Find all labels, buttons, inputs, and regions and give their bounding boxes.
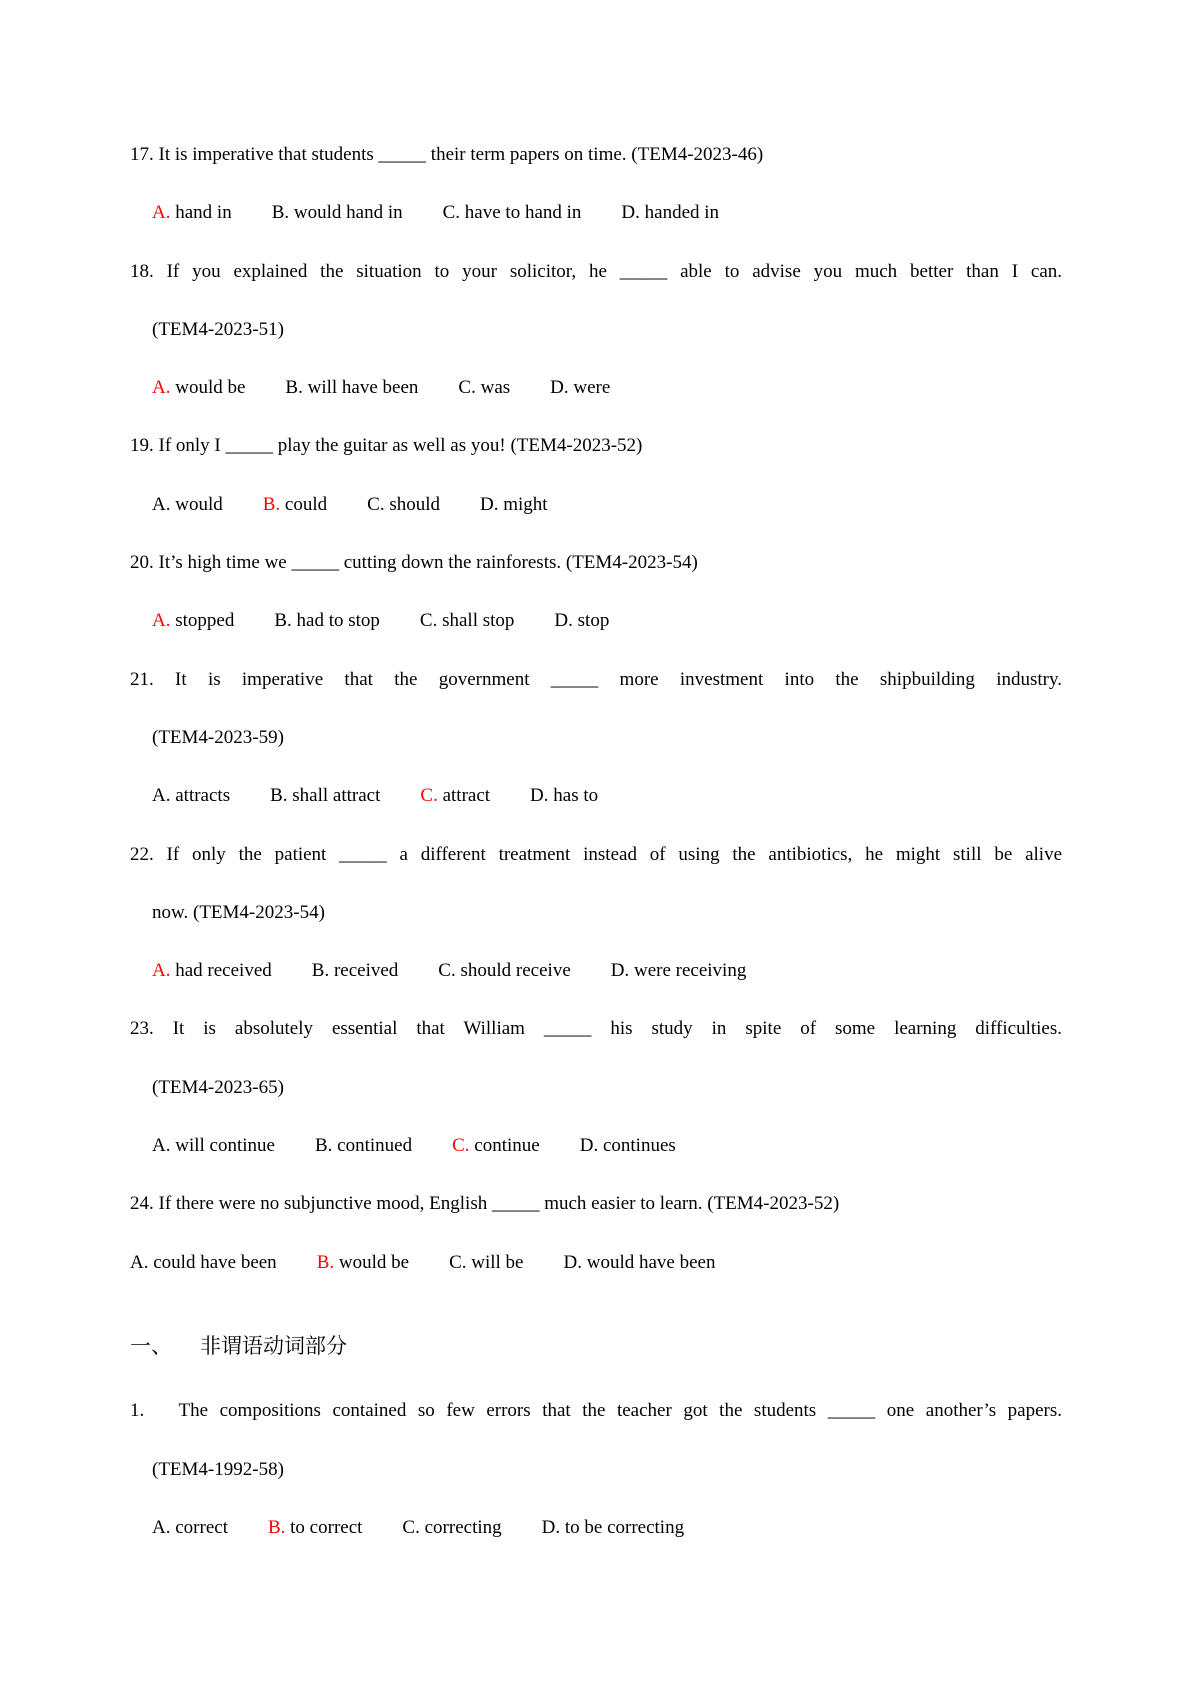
option-c — [438, 960, 570, 981]
option-text: stop — [577, 610, 610, 632]
option-a — [152, 1517, 228, 1538]
options-row — [130, 1234, 1062, 1292]
option-text: were receiving — [633, 960, 747, 982]
question-24 — [130, 1175, 1062, 1292]
option-label: B. — [274, 610, 292, 632]
answer-option-label: B. — [267, 1516, 286, 1538]
option-a — [152, 960, 272, 981]
option-text: will be — [471, 1251, 524, 1273]
option-b — [272, 202, 403, 223]
section-heading-title: 非谓语动词部分 — [200, 1333, 347, 1358]
option-c — [420, 785, 490, 806]
option-d — [564, 1252, 716, 1273]
options-row — [130, 359, 1062, 417]
option-text: might — [503, 493, 548, 515]
options-row — [130, 942, 1062, 1000]
option-b — [317, 1252, 409, 1273]
options-row — [130, 476, 1062, 534]
option-text: to correct — [290, 1516, 363, 1538]
option-a — [152, 1135, 275, 1156]
option-text: would have been — [586, 1251, 716, 1273]
section-non-finite-verbs — [130, 1317, 1062, 1557]
question-text-line: 18. If you explained the situation to your solicitor, he _____ able to advise you much better than I can. — [130, 260, 1062, 282]
option-label: C. — [449, 1251, 467, 1273]
option-label: D. — [530, 785, 549, 807]
answer-option-label: B. — [316, 1251, 335, 1273]
option-d — [611, 960, 747, 981]
option-d — [621, 202, 719, 223]
option-text: would be — [338, 1251, 410, 1273]
option-label: C. — [367, 493, 385, 515]
option-text: attract — [442, 785, 491, 807]
option-d — [580, 1135, 676, 1156]
option-d — [530, 785, 598, 806]
option-d — [550, 377, 610, 398]
option-d — [542, 1517, 684, 1538]
option-a — [152, 610, 234, 631]
option-a — [152, 202, 232, 223]
option-text: attracts — [175, 785, 231, 807]
option-text: correct — [175, 1516, 228, 1538]
question-text-line: 24. If there were no subjunctive mood, English _____ much easier to learn. (TEM4-2023-52) — [130, 1193, 840, 1215]
question-20 — [130, 534, 1062, 651]
option-b — [285, 377, 418, 398]
option-label: A. — [152, 1516, 171, 1538]
option-label: B. — [311, 960, 330, 982]
option-c — [367, 494, 440, 515]
question-text-line: 1. The compositions contained so few errors that the teacher got the students _____ one another’s papers. — [130, 1400, 1062, 1422]
option-label: B. — [314, 1135, 333, 1157]
option-text: could have been — [153, 1251, 277, 1273]
option-text: would be — [175, 377, 246, 399]
option-text: would hand in — [293, 202, 403, 224]
question-text-line: (TEM4-1992-58) — [152, 1458, 284, 1480]
question-text-line: (TEM4-2023-65) — [152, 1076, 284, 1098]
question-1 — [130, 1382, 1062, 1557]
option-label: C. — [458, 377, 476, 399]
option-text: continued — [337, 1135, 413, 1157]
option-b — [263, 494, 327, 515]
option-a — [130, 1252, 277, 1273]
option-label: C. — [402, 1516, 420, 1538]
question-22 — [130, 826, 1062, 1001]
option-label: D. — [621, 202, 640, 224]
option-label: D. — [554, 610, 573, 632]
option-label: D. — [541, 1516, 561, 1538]
answer-option-label: C. — [420, 785, 438, 807]
options-row — [130, 767, 1062, 825]
option-text: was — [480, 377, 511, 399]
option-d — [554, 610, 609, 631]
section-subjunctive-mood-questions — [130, 126, 1062, 1292]
option-text: continues — [602, 1135, 676, 1157]
answer-option-label: A. — [152, 960, 171, 982]
option-b — [270, 785, 380, 806]
option-label: D. — [579, 1135, 599, 1157]
answer-option-label: A. — [152, 202, 171, 224]
option-a — [152, 785, 230, 806]
option-text: had received — [175, 960, 272, 982]
question-text-line: 20. It’s high time we _____ cutting down the rainforests. (TEM4-2023-54) — [130, 552, 698, 574]
option-c — [402, 1517, 501, 1538]
option-label: A. — [130, 1251, 149, 1273]
option-text: correcting — [424, 1516, 502, 1538]
option-text: would — [175, 493, 223, 515]
options-row — [130, 184, 1062, 242]
option-text: will have been — [307, 377, 419, 399]
question-text-line: 19. If only I _____ play the guitar as well as you! (TEM4-2023-52) — [130, 435, 643, 457]
option-text: have to hand in — [464, 202, 582, 224]
answer-option-label: B. — [262, 493, 281, 515]
question-text-line: (TEM4-2023-51) — [152, 318, 284, 340]
option-text: should receive — [460, 960, 571, 982]
option-text: handed in — [644, 202, 720, 224]
question-18 — [130, 243, 1062, 418]
answer-option-label: A. — [152, 610, 171, 632]
option-c — [420, 610, 515, 631]
answer-option-label: C. — [452, 1135, 470, 1157]
option-a — [152, 494, 223, 515]
question-17 — [130, 126, 1062, 243]
question-text-line: 22. If only the patient _____ a different treatment instead of using the antibiotics, he might still be alive — [130, 843, 1062, 865]
question-text-line: 21. It is imperative that the government _____ more investment into the shipbuilding industry. — [130, 668, 1062, 690]
option-d — [480, 494, 548, 515]
question-text-line: 17. It is imperative that students _____ their term papers on time. (TEM4-2023-46) — [130, 144, 764, 165]
option-label: D. — [550, 377, 569, 399]
section-heading-numeral: 一、 — [130, 1333, 172, 1358]
option-text: stopped — [175, 610, 235, 632]
option-label: B. — [271, 202, 290, 224]
option-label: C. — [419, 610, 438, 632]
option-text: could — [284, 493, 328, 515]
option-label: C. — [438, 960, 456, 982]
option-text: has to — [553, 785, 599, 807]
option-text: will continue — [175, 1135, 275, 1157]
option-label: D. — [480, 493, 499, 515]
option-label: B. — [270, 785, 288, 807]
question-23 — [130, 1000, 1062, 1175]
option-label: B. — [285, 377, 303, 399]
option-text: hand in — [175, 202, 232, 224]
option-label: A. — [152, 493, 171, 515]
option-text: shall attract — [292, 785, 381, 807]
option-a — [152, 377, 245, 398]
question-text-line: now. (TEM4-2023-54) — [152, 901, 325, 923]
option-c — [449, 1252, 523, 1273]
option-label: A. — [152, 785, 171, 807]
section-heading — [130, 1317, 1062, 1375]
options-row — [130, 1117, 1062, 1175]
question-text-line: 23. It is absolutely essential that William _____ his study in spite of some learning difficulties. — [130, 1018, 1062, 1040]
answer-option-label: A. — [152, 377, 171, 399]
question-19 — [130, 417, 1062, 534]
options-row — [130, 1499, 1062, 1557]
option-c — [452, 1135, 540, 1156]
option-text: should — [389, 493, 441, 515]
option-text: were — [573, 377, 611, 399]
option-label: C. — [442, 202, 461, 224]
option-text: had to stop — [296, 610, 380, 632]
options-row — [130, 592, 1062, 650]
option-label: D. — [563, 1251, 582, 1273]
option-b — [315, 1135, 412, 1156]
option-b — [268, 1517, 362, 1538]
option-text: shall stop — [442, 610, 515, 632]
option-c — [458, 377, 510, 398]
option-text: continue — [474, 1135, 540, 1157]
option-label: A. — [152, 1135, 171, 1157]
option-text: to be correcting — [564, 1516, 685, 1538]
option-text: received — [333, 960, 399, 982]
option-c — [443, 202, 582, 223]
option-b — [274, 610, 380, 631]
option-b — [312, 960, 399, 981]
question-21 — [130, 651, 1062, 826]
question-text-line: (TEM4-2023-59) — [152, 726, 284, 748]
option-label: D. — [610, 960, 630, 982]
